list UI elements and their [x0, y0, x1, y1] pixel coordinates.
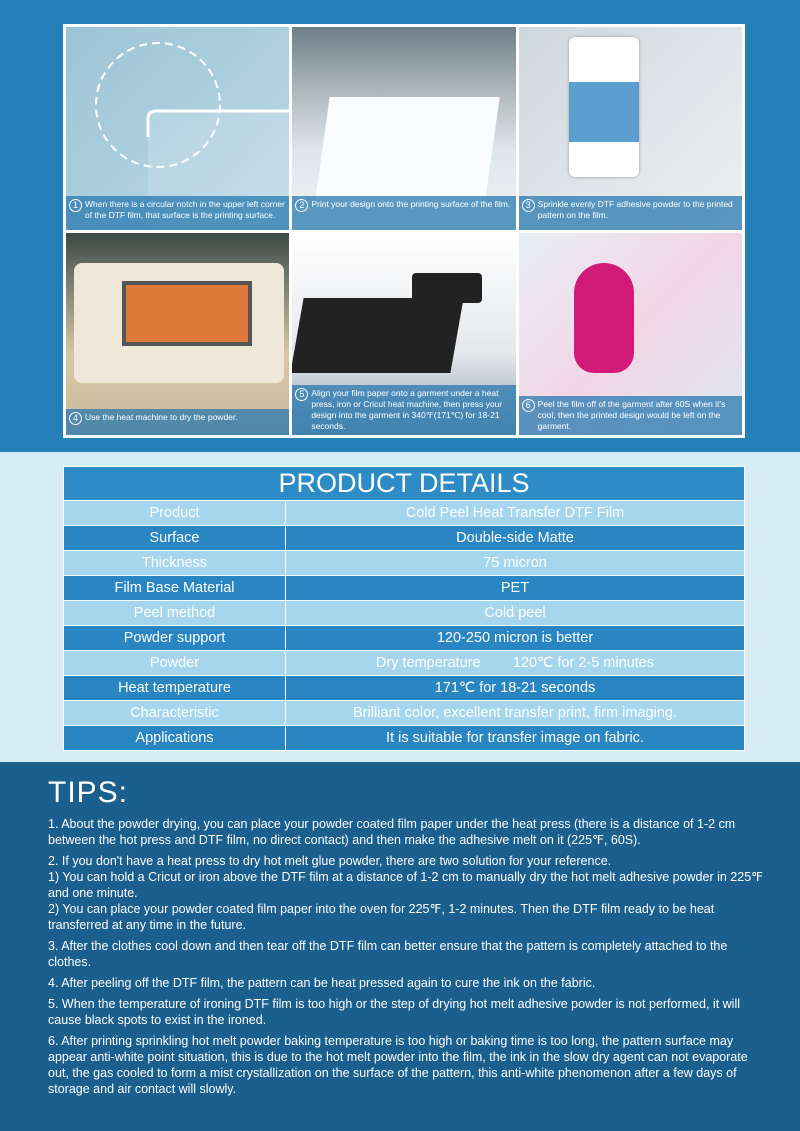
step-5-image	[292, 233, 515, 436]
product-details-table	[63, 466, 745, 751]
table-row: Film Base Material PET	[64, 576, 745, 601]
step-caption: 5 Align your film paper onto a garment under a heat press, iron or Cricut heat machine, then press your design into the garment in 340℉(171℃) for 18-21 seconds.	[292, 385, 515, 435]
steps-grid	[63, 24, 745, 438]
tip: 1) You can hold a Cricut or iron above the DTF film at a distance of 1-2 cm to manually dry the hot melt adhesive powder in 225℉ and one minute.	[48, 870, 764, 900]
table-row: Product Cold Peel Heat Transfer DTF Film	[64, 501, 745, 526]
step-caption: 3 Sprinkle evenly DTF adhesive powder to the printed pattern on the film.	[519, 196, 742, 230]
table-row: Heat temperature 171℃ for 18-21 seconds	[64, 676, 745, 701]
step-caption: 2 Print your design onto the printing surface of the film.	[292, 196, 515, 230]
tips-section	[0, 762, 800, 1131]
tip: 2) You can place your powder coated film paper into the oven for 225℉, 1-2 minutes. Then the DTF film ready to be heat transferred at any time in the future.	[48, 902, 715, 932]
tip: 2. If you don't have a heat press to dry hot melt glue powder, there are two solution for your reference.	[48, 854, 612, 868]
table-row: Powder Dry temperature 120℃ for 2-5 minutes	[64, 651, 745, 676]
table-row: Powder support 120-250 micron is better	[64, 626, 745, 651]
steps-section	[0, 0, 800, 452]
tip: 6. After printing sprinkling hot melt powder baking temperature is too high or baking time is too long, the pattern surface may appear anti-white point situation, this is due to the hot melt powder into the film, the ink in the slow dry agent can not evaporate out, the gas cooled to form a mist crystallization on the surface of the pattern, this anti-white phenomenon after a few days of storage and air contact will slowly.	[48, 1034, 748, 1096]
table-row: Surface Double-side Matte	[64, 526, 745, 551]
table-row: Peel method Cold peel	[64, 601, 745, 626]
table-row: Thickness 75 micron	[64, 551, 745, 576]
step-caption: 6 Peel the film off of the garment after 60S when it's cool, then the printed design would be left on the garment.	[519, 396, 742, 435]
step-1-image	[66, 27, 289, 230]
tip: 3. After the clothes cool down and then tear off the DTF film can better ensure that the pattern is completely attached to the clothes.	[48, 939, 728, 969]
tip: 1. About the powder drying, you can place your powder coated film paper under the heat press (there is a distance of 1-2 cm between the hot press and DTF film, no direct contact) and then make the adhesive melt on it (225℉, 60S).	[48, 817, 736, 847]
step-caption: 1 When there is a circular notch in the upper left corner of the DTF film, that surface is the printing surface.	[66, 196, 289, 230]
table-row: Characteristic Brilliant color, excellent transfer print, firm imaging.	[64, 701, 745, 726]
details-title: PRODUCT DETAILS	[64, 467, 745, 501]
table-row: Applications It is suitable for transfer image on fabric.	[64, 726, 745, 751]
step-2-image	[292, 27, 515, 230]
step-caption: 4 Use the heat machine to dry the powder.	[66, 409, 289, 435]
tips-title: TIPS:	[48, 776, 129, 809]
step-6-image	[519, 233, 742, 436]
tip: 5. When the temperature of ironing DTF film is too high or the step of drying hot melt adhesive powder is not performed, it will cause black spots to exist in the ironed.	[48, 997, 740, 1027]
tip: 4. After peeling off the DTF film, the pattern can be heat pressed again to cure the ink on the fabric.	[48, 976, 596, 990]
step-4-image	[66, 233, 289, 436]
step-3-image	[519, 27, 742, 230]
